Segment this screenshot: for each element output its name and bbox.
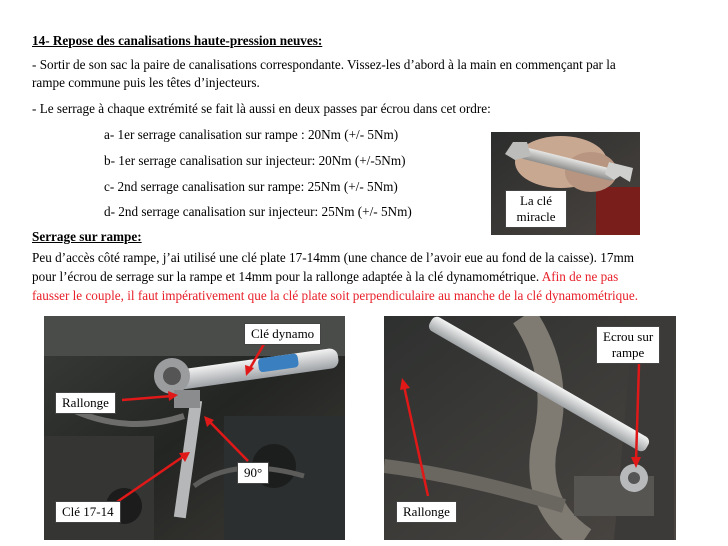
warning-text-start: Afin de ne pas bbox=[539, 269, 619, 284]
step-c: c- 2nd serrage canalisation sur rampe: 25Nm (+/- 5Nm) bbox=[104, 179, 398, 194]
wrench-label-line-2: miracle bbox=[516, 209, 556, 224]
label-cle-17-14: Clé 17-14 bbox=[55, 501, 121, 523]
paragraph-2: - Le serrage à chaque extrémité se fait là aussi en deux passes par écrou dans cet ordre: bbox=[32, 101, 491, 116]
paragraph-3-line-1: Peu d’accès côté rampe, j’ai utilisé une clé plate 17-14mm (une chance de l’avoir eue au fond de la caisse). 17mm bbox=[32, 250, 634, 265]
section-title: 14- Repose des canalisations haute-pression neuves: bbox=[32, 33, 323, 48]
subsection-title: Serrage sur rampe: bbox=[32, 229, 142, 244]
paragraph-1-line-1: - Sortir de son sac la paire de canalisations correspondante. Vissez-les d’abord à la main en commençant par la bbox=[32, 57, 616, 72]
step-b: b- 1er serrage canalisation sur injecteur: 20Nm (+/-5Nm) bbox=[104, 153, 406, 168]
wrench-label-line-1: La clé bbox=[519, 193, 553, 208]
step-d: d- 2nd serrage canalisation sur injecteur: 25Nm (+/- 5Nm) bbox=[104, 204, 412, 219]
label-90-degrees: 90° bbox=[237, 462, 269, 484]
paragraph-3-line-2 bbox=[32, 268, 618, 285]
paragraph-1-line-2: rampe commune puis les têtes d’injecteurs. bbox=[32, 75, 260, 90]
label-ecrou-line-1: Ecrou sur bbox=[603, 329, 654, 344]
wrench-label bbox=[505, 190, 567, 228]
label-rallonge-left: Rallonge bbox=[55, 392, 116, 414]
paragraph-3-line-2-text: pour l’écrou de serrage sur la rampe et 14mm pour la rallonge adaptée à la clé dynamométrique. bbox=[32, 269, 540, 284]
label-cle-dynamo: Clé dynamo bbox=[244, 323, 321, 345]
label-ecrou-sur-rampe bbox=[596, 326, 660, 364]
warning-text: fausser le couple, il faut impérativement que la clé plate soit perpendiculaire au manche de la clé dynamométrique. bbox=[32, 288, 639, 303]
step-a: a- 1er serrage canalisation sur rampe : 20Nm (+/- 5Nm) bbox=[104, 127, 399, 142]
label-ecrou-line-2: rampe bbox=[611, 345, 645, 360]
label-rallonge-right: Rallonge bbox=[396, 501, 457, 523]
